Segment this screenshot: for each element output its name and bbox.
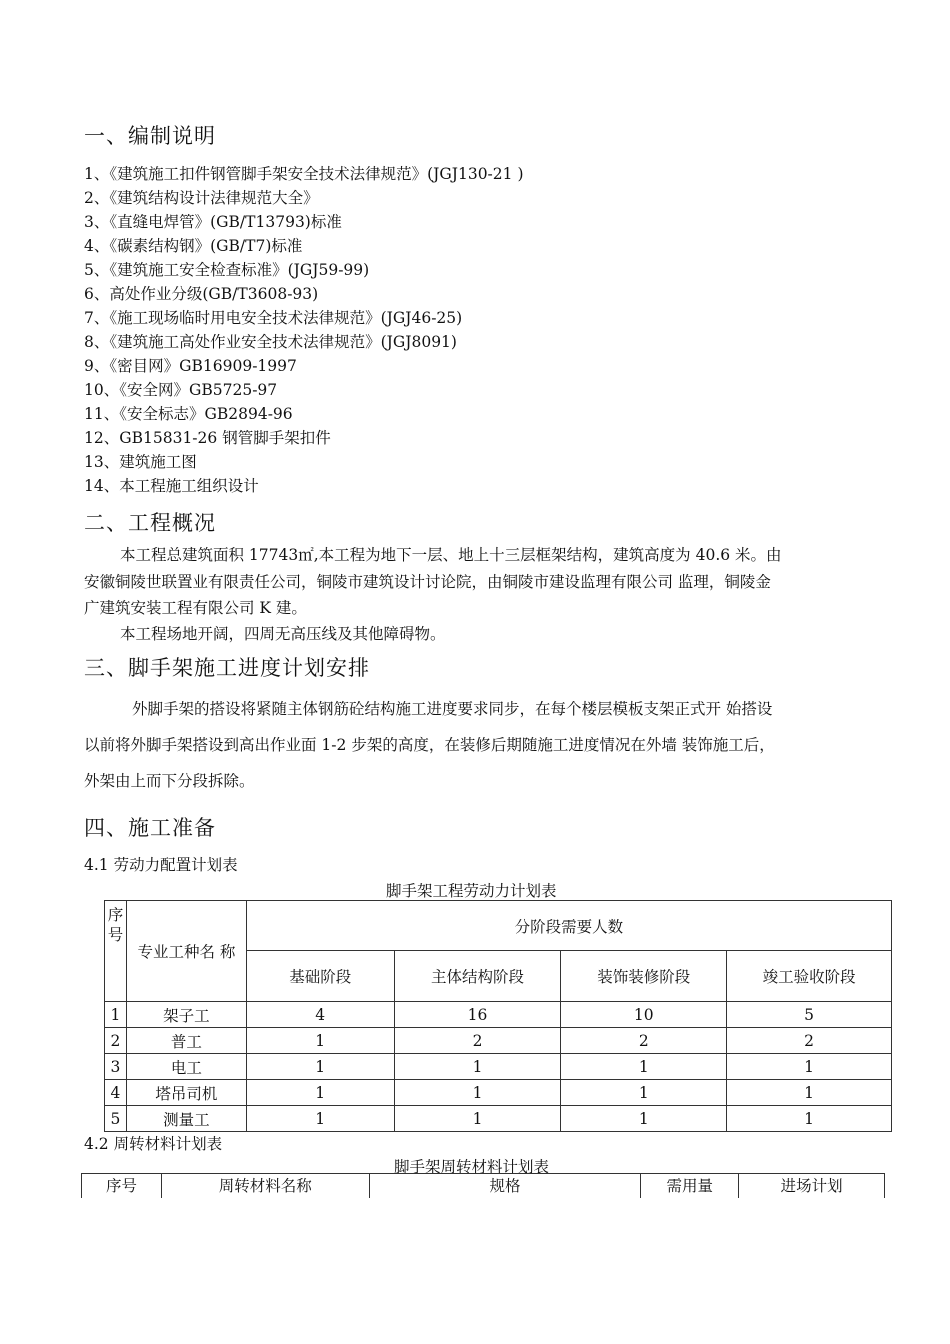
table-row (105, 1080, 892, 1106)
headcount-cell: 2 (727, 1028, 892, 1054)
headcount-cell: 1 (561, 1106, 727, 1132)
material-header-row (82, 1174, 885, 1198)
stage-header: 基础阶段 (246, 951, 394, 1002)
reference-item: 13、建筑施工图 (84, 453, 197, 471)
reference-item: 12、GB15831-26 钢管脚手架扣件 (84, 429, 331, 447)
schedule-line-3: 外架由上而下分段拆除。 (84, 772, 255, 790)
section-title-3: 三、脚手架施工进度计划安排 (84, 656, 370, 680)
table-row (105, 1106, 892, 1132)
row-number: 2 (105, 1028, 127, 1054)
trade-name: 测量工 (126, 1106, 246, 1132)
reference-item: 5、《建筑施工安全检查标准》(JGJ59-99) (84, 261, 370, 279)
row-number: 1 (105, 1002, 127, 1028)
headcount-cell: 16 (394, 1002, 561, 1028)
stage-header: 装饰装修阶段 (561, 951, 727, 1002)
subsection-4-1-title: 4.1 劳动力配置计划表 (84, 856, 238, 874)
headcount-cell: 5 (727, 1002, 892, 1028)
headcount-cell: 2 (561, 1028, 727, 1054)
schedule-line-1: 外脚手架的搭设将紧随主体钢筋砼结构施工进度要求同步，在每个楼层模板支架正式开 始搭设 (132, 700, 773, 718)
trade-name: 塔吊司机 (126, 1080, 246, 1106)
reference-item: 11、《安全标志》GB2894-96 (84, 405, 293, 423)
reference-item: 6、高处作业分级(GB/T3608-93) (84, 285, 319, 303)
headcount-cell: 1 (727, 1080, 892, 1106)
labor-table (104, 900, 892, 1132)
reference-item: 4、《碳素结构钢》(GB/T7)标准 (84, 237, 303, 255)
reference-item: 14、本工程施工组织设计 (84, 477, 259, 495)
reference-item: 2、《建筑结构设计法律规范大全》 (84, 189, 319, 207)
material-header-cell: 序号 (82, 1174, 162, 1198)
reference-item: 10、《安全网》GB5725-97 (84, 381, 278, 399)
trade-name: 电工 (126, 1054, 246, 1080)
schedule-line-2: 以前将外脚手架搭设到高出作业面 1-2 步架的高度，在装修后期随施工进度情况在外墙 装饰施工后， (84, 736, 775, 754)
header-stage-group: 分阶段需要人数 (246, 901, 891, 951)
headcount-cell: 1 (394, 1080, 561, 1106)
stage-header: 竣工验收阶段 (727, 951, 892, 1002)
overview-line-3: 广建筑安装工程有限公司 K 建。 (84, 599, 307, 617)
section-title-1: 一、编制说明 (84, 124, 216, 148)
headcount-cell: 1 (727, 1106, 892, 1132)
material-header-cell: 周转材料名称 (161, 1174, 369, 1198)
table-row (105, 1002, 892, 1028)
overview-line-2: 安徽铜陵世联置业有限责任公司，铜陵市建筑设计讨论院，由铜陵市建设监理有限公司 监理，铜陵金 (84, 573, 771, 591)
labor-table-caption: 脚手架工程劳动力计划表 (386, 882, 557, 900)
headcount-cell: 1 (561, 1054, 727, 1080)
headcount-cell: 1 (246, 1028, 394, 1054)
reference-item: 7、《施工现场临时用电安全技术法律规范》(JGJ46-25) (84, 309, 463, 327)
material-table (81, 1173, 885, 1198)
header-trade: 专业工种名 称 (126, 901, 246, 1002)
headcount-cell: 10 (561, 1002, 727, 1028)
headcount-cell: 1 (394, 1106, 561, 1132)
overview-line-4: 本工程场地开阔，四周无高压线及其他障碍物。 (120, 625, 446, 643)
overview-line-1: 本工程总建筑面积 17743㎡,本工程为地下一层、地上十三层框架结构，建筑高度为 40.6 米。由 (120, 546, 782, 564)
reference-item: 8、《建筑施工高处作业安全技术法律规范》(JGJ8091) (84, 333, 457, 351)
headcount-cell: 2 (394, 1028, 561, 1054)
section-title-4: 四、施工准备 (84, 816, 216, 840)
reference-list (84, 162, 524, 498)
table-row (105, 1054, 892, 1080)
section-title-2: 二、工程概况 (84, 511, 216, 535)
material-table-caption: 脚手架周转材料计划表 (394, 1158, 550, 1176)
headcount-cell: 1 (246, 1054, 394, 1080)
reference-item: 1、《建筑施工扣件钢管脚手架安全技术法律规范》(JGJ130-21 ) (84, 165, 524, 183)
row-number: 5 (105, 1106, 127, 1132)
material-header-cell: 进场计划 (739, 1174, 885, 1198)
trade-name: 架子工 (126, 1002, 246, 1028)
header-no: 序 号 (105, 901, 127, 1002)
material-header-cell: 规格 (369, 1174, 641, 1198)
headcount-cell: 1 (246, 1080, 394, 1106)
stage-header: 主体结构阶段 (394, 951, 561, 1002)
headcount-cell: 1 (246, 1106, 394, 1132)
reference-item: 3、《直缝电焊管》(GB/T13793)标准 (84, 213, 342, 231)
headcount-cell: 4 (246, 1002, 394, 1028)
labor-table-body (105, 1002, 892, 1132)
headcount-cell: 1 (561, 1080, 727, 1106)
row-number: 3 (105, 1054, 127, 1080)
table-row (105, 1028, 892, 1054)
row-number: 4 (105, 1080, 127, 1106)
subsection-4-2-title: 4.2 周转材料计划表 (84, 1135, 223, 1153)
trade-name: 普工 (126, 1028, 246, 1054)
material-header-cell: 需用量 (641, 1174, 739, 1198)
headcount-cell: 1 (727, 1054, 892, 1080)
headcount-cell: 1 (394, 1054, 561, 1080)
reference-item: 9、《密目网》GB16909-1997 (84, 357, 297, 375)
